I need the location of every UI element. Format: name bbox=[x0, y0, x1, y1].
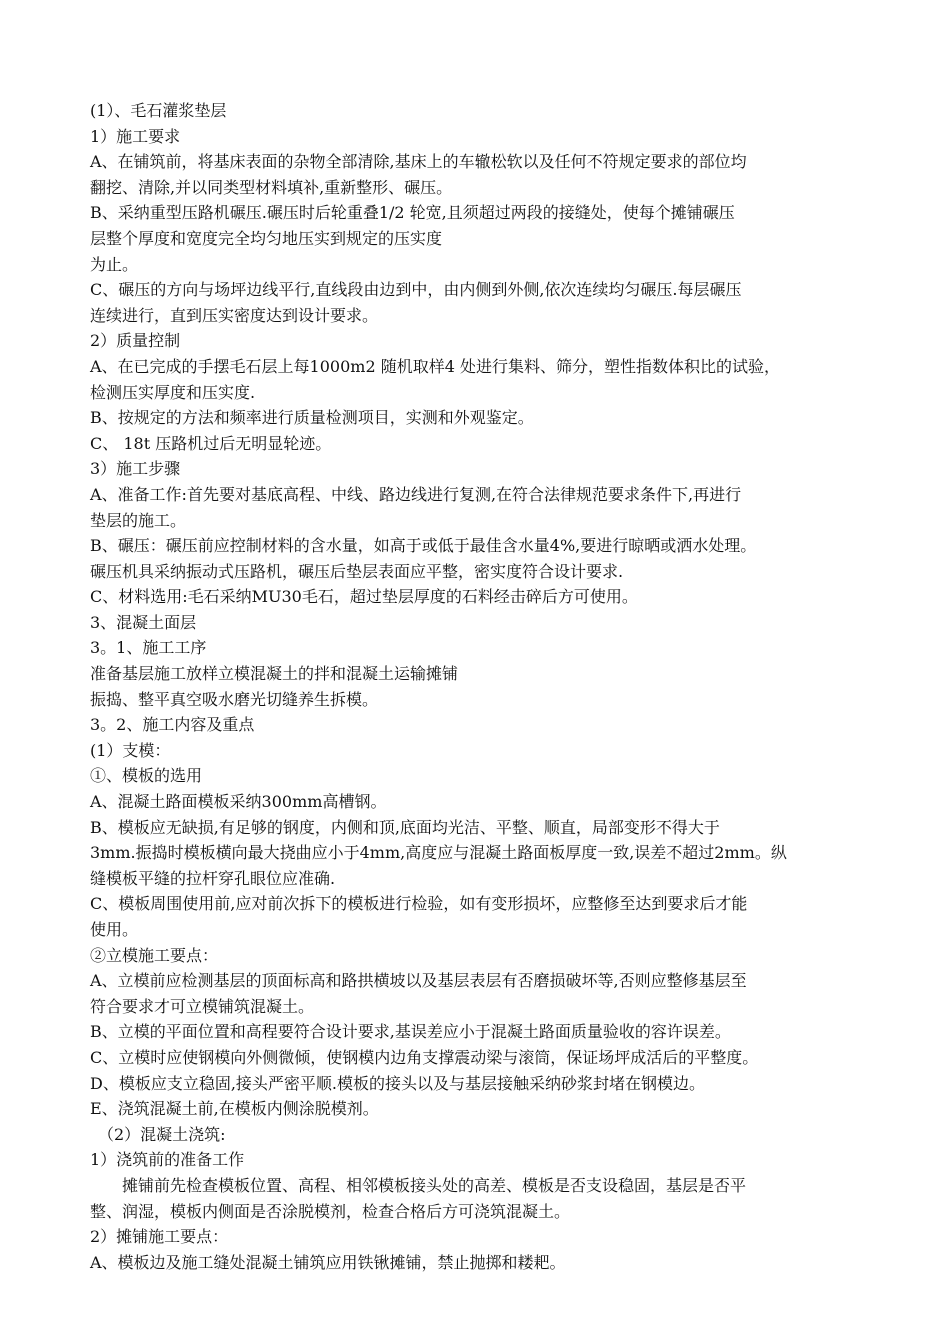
paragraph-line: B、碾压：碾压前应控制材料的含水量，如高于或低于最佳含水量4%,要进行晾晒或洒水处理。 bbox=[90, 536, 757, 556]
paragraph-line: A、混凝土路面模板采纳300mm高槽钢。 bbox=[90, 792, 387, 812]
paragraph-line: 为止。 bbox=[90, 254, 139, 274]
paragraph-line: 准备基层施工放样立模混凝土的拌和混凝土运输摊铺 bbox=[90, 664, 459, 684]
paragraph-line: A、准备工作:首先要对基底高程、中线、路边线进行复测,在符合法律规范要求条件下,再进行 bbox=[90, 484, 742, 504]
paragraph-line: C、材料选用:毛石采纳MU30毛石，超过垫层厚度的石料经击碎后方可使用。 bbox=[90, 587, 638, 607]
paragraph-line: 垫层的施工。 bbox=[90, 510, 187, 530]
paragraph-line: B、按规定的方法和频率进行质量检测项目，实测和外观鉴定。 bbox=[90, 408, 534, 428]
paragraph-line: C、模板周围使用前,应对前次拆下的模板进行检验，如有变形损坏，应整修至达到要求后才能 bbox=[90, 894, 748, 914]
paragraph-line: 检测压实厚度和压实度. bbox=[90, 382, 256, 402]
subsection-heading: ①、模板的选用 bbox=[90, 766, 203, 786]
paragraph-line: B、立模的平面位置和高程要符合设计要求,基误差应小于混凝土路面质量验收的容许误差。 bbox=[90, 1022, 731, 1042]
paragraph-line: C、碾压的方向与场坪边线平行,直线段由边到中，由内侧到外侧,依次连续均匀碾压.每层碾压 bbox=[90, 280, 742, 300]
section-heading: 3、混凝土面层 bbox=[90, 612, 197, 632]
paragraph-line: A、模板边及施工缝处混凝土铺筑应用铁锹摊铺，禁止抛掷和耧耙。 bbox=[90, 1252, 566, 1272]
subsection-heading: 1）浇筑前的准备工作 bbox=[90, 1150, 245, 1170]
paragraph-line: A、在已完成的手摆毛石层上每1000m2 随机取样4 处进行集料、筛分，塑性指数体积比的试验， bbox=[90, 356, 780, 376]
subsection-heading: 2）质量控制 bbox=[90, 331, 181, 351]
paragraph-line: B、采纳重型压路机碾压.碾压时后轮重叠1/2 轮宽,且须超过两段的接缝处，使每个摊铺碾压 bbox=[90, 203, 735, 223]
subsection-heading: 3。2、施工内容及重点 bbox=[90, 715, 255, 735]
subsection-heading: 2）摊铺施工要点： bbox=[90, 1227, 229, 1247]
subsection-heading: 1）施工要求 bbox=[90, 126, 181, 146]
subsection-heading: 3）施工步骤 bbox=[90, 459, 181, 479]
paragraph-line: 3mm.振捣时模板横向最大挠曲应小于4mm,高度应与混凝土路面板厚度一致,误差不超过2mm。纵 bbox=[90, 843, 787, 863]
paragraph-line: 连续进行，直到压实密度达到设计要求。 bbox=[90, 305, 379, 325]
paragraph-line: 碾压机具采纳振动式压路机，碾压后垫层表面应平整，密实度符合设计要求. bbox=[90, 561, 624, 581]
paragraph-line: 摊铺前先检查模板位置、高程、相邻模板接头处的高差、模板是否支设稳固，基层是否平 bbox=[122, 1175, 747, 1195]
paragraph-line: E、浇筑混凝土前,在模板内侧涂脱模剂。 bbox=[90, 1099, 379, 1119]
paragraph-line: 翻挖、清除,并以同类型材料填补,重新整形、碾压。 bbox=[90, 177, 453, 197]
paragraph-line: 振捣、整平真空吸水磨光切缝养生拆模。 bbox=[90, 689, 379, 709]
subsection-heading: （2）混凝土浇筑: bbox=[98, 1124, 226, 1144]
paragraph-line: A、立模前应检测基层的顶面标高和路拱横坡以及基层表层有否磨损破坏等,否则应整修基层至 bbox=[90, 971, 747, 991]
section-heading: (1）、毛石灌浆垫层 bbox=[90, 101, 227, 120]
document-body bbox=[90, 98, 890, 1275]
paragraph-line: C、 18t 压路机过后无明显轮迹。 bbox=[90, 433, 332, 453]
paragraph-line: 符合要求才可立模铺筑混凝土。 bbox=[90, 996, 315, 1016]
paragraph-line: 整、润湿，模板内侧面是否涂脱模剂，检查合格后方可浇筑混凝土。 bbox=[90, 1201, 571, 1221]
paragraph-line: D、模板应支立稳固,接头严密平顺.模板的接头以及与基层接触采纳砂浆封堵在钢模边。 bbox=[90, 1073, 706, 1093]
subsection-heading: (1）支模： bbox=[90, 740, 171, 760]
paragraph-line: 缝模板平缝的拉杆穿孔眼位应准确. bbox=[90, 868, 336, 888]
subsection-heading: ②立模施工要点： bbox=[90, 945, 219, 965]
paragraph-line: C、立模时应使钢模向外侧微倾，使钢模内边角支撑震动梁与滚筒，保证场坪成活后的平整度。 bbox=[90, 1047, 759, 1067]
paragraph-line: B、模板应无缺损,有足够的钢度，内侧和顶,底面均光洁、平整、顺直，局部变形不得大于 bbox=[90, 817, 720, 837]
subsection-heading: 3。1、施工工序 bbox=[90, 638, 207, 658]
paragraph-line: 使用。 bbox=[90, 920, 139, 939]
paragraph-line: 层整个厚度和宽度完全均匀地压实到规定的压实度 bbox=[90, 228, 443, 248]
paragraph-line: A、在铺筑前，将基床表面的杂物全部清除,基床上的车辙松软以及任何不符规定要求的部位均 bbox=[90, 152, 747, 172]
